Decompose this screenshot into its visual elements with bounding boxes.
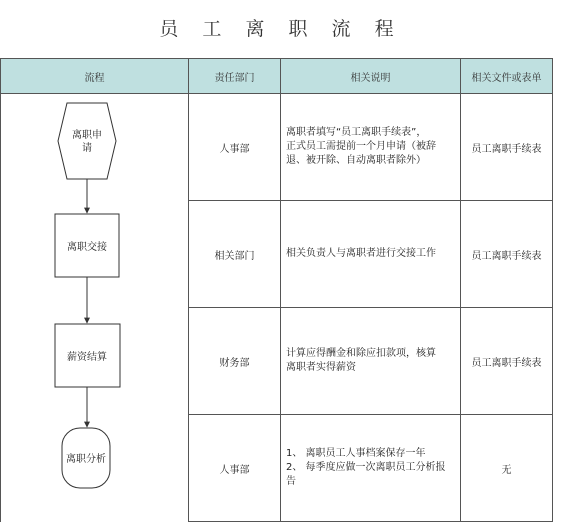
desc-line: 正式员工需提前一个月申请（被辞	[286, 141, 436, 152]
header-forms: 相关文件或表单	[461, 59, 553, 94]
dept-cell: 财务部	[189, 308, 281, 415]
desc-cell	[281, 415, 461, 522]
desc-line: 相关负责人与离职者进行交接工作	[286, 248, 436, 259]
node-label: 离职申	[72, 130, 102, 141]
desc-cell	[281, 201, 461, 308]
form-cell: 员工离职手续表	[461, 94, 553, 201]
dept-cell: 人事部	[189, 94, 281, 201]
form-cell: 员工离职手续表	[461, 201, 553, 308]
desc-line: 计算应得酬金和除应扣款项，核算	[286, 348, 436, 359]
form-cell: 无	[461, 415, 553, 522]
desc-line: 退、被开除、自动离职者除外）	[286, 155, 426, 166]
page-title: 员 工 离 职 流 程	[159, 18, 403, 40]
node-label: 离职交接	[67, 242, 107, 253]
desc-line: 告	[286, 476, 296, 487]
desc-line: 1、 离职员工人事档案保存一年	[286, 448, 426, 459]
node-resignation-request	[58, 103, 116, 179]
node-label: 离职分析	[66, 454, 106, 465]
desc-line: 2、 每季度应做一次离职员工分析报	[286, 462, 446, 473]
desc-line: 离职者实得薪资	[286, 362, 356, 373]
desc-line: 离职者填写“员工离职手续表”，	[286, 127, 427, 138]
node-label: 薪资结算	[67, 352, 107, 363]
header-row	[1, 59, 553, 94]
flowchart	[0, 93, 188, 523]
header-flow: 流程	[1, 59, 189, 94]
header-desc: 相关说明	[281, 59, 461, 94]
header-dept: 责任部门	[189, 59, 281, 94]
dept-cell: 相关部门	[189, 201, 281, 308]
desc-cell	[281, 308, 461, 415]
desc-cell	[281, 94, 461, 201]
node-label: 请	[82, 143, 92, 154]
dept-cell: 人事部	[189, 415, 281, 522]
form-cell: 员工离职手续表	[461, 308, 553, 415]
